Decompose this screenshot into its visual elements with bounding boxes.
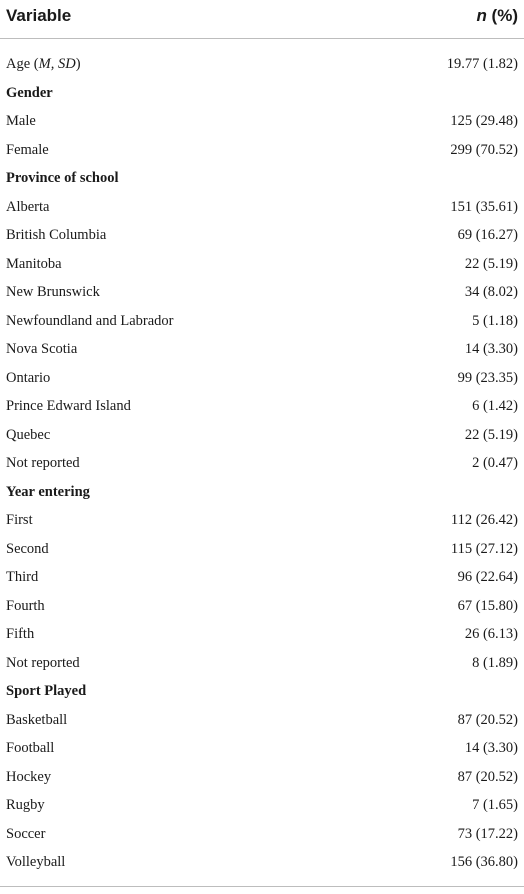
row-label: Football	[6, 740, 55, 756]
row-value: 14 (3.30)	[464, 740, 518, 756]
row-label: Hockey	[6, 768, 52, 785]
row-value: 99 (23.35)	[457, 369, 518, 386]
row-value: 2 (0.47)	[472, 455, 518, 471]
table-row	[0, 364, 524, 393]
row-value: 6 (1.42)	[472, 398, 518, 414]
row-value: 73 (17.22)	[457, 825, 518, 842]
table-row	[0, 335, 524, 364]
row-label: Third	[6, 569, 39, 585]
row-value: 8 (1.89)	[472, 654, 518, 671]
row-value: 112 (26.42)	[450, 512, 518, 528]
row-label: Alberta	[6, 198, 50, 215]
row-label: New Brunswick	[6, 284, 100, 300]
row-label: Soccer	[6, 825, 46, 842]
row-label: Ontario	[6, 369, 51, 386]
table-row	[0, 193, 524, 222]
header-n: n	[476, 6, 487, 25]
table-row	[0, 763, 524, 792]
section-heading-row	[0, 677, 524, 706]
row-label: Newfoundland and Labrador	[6, 312, 174, 329]
row-value: 19.77 (1.82)	[446, 56, 518, 72]
table-row	[0, 307, 524, 336]
row-label: Female	[6, 141, 49, 158]
row-label: Fifth	[6, 626, 35, 642]
row-value: 115 (27.12)	[450, 540, 518, 557]
table-row	[0, 107, 524, 136]
row-value: 67 (15.80)	[457, 597, 518, 614]
row-value: 299 (70.52)	[450, 141, 518, 158]
section-heading: Gender	[6, 84, 53, 101]
row-value: 96 (22.64)	[457, 569, 518, 585]
table-row	[0, 136, 524, 165]
table-row	[0, 734, 524, 763]
age-label-stats: M, SD	[38, 56, 76, 72]
row-label	[6, 50, 81, 79]
row-value: 22 (5.19)	[464, 255, 518, 272]
row-label: Volleyball	[6, 854, 66, 870]
row-label: Not reported	[6, 654, 80, 671]
table-bottom-rule	[0, 886, 524, 887]
table-row	[0, 563, 524, 592]
row-value: 26 (6.13)	[464, 626, 518, 642]
section-heading: Province of school	[6, 170, 119, 186]
row-label: Prince Edward Island	[6, 398, 131, 414]
table-row	[0, 820, 524, 849]
row-label: Manitoba	[6, 255, 62, 272]
section-heading-row	[0, 79, 524, 108]
table-row	[0, 535, 524, 564]
table-row	[0, 278, 524, 307]
table-header	[0, 0, 524, 39]
row-label: Rugby	[6, 797, 45, 813]
section-heading-row	[0, 478, 524, 507]
header-percent: (%)	[486, 6, 518, 25]
section-heading: Sport Played	[6, 683, 87, 699]
row-label: Nova Scotia	[6, 341, 78, 357]
header-n-percent	[476, 6, 518, 26]
row-value: 7 (1.65)	[472, 797, 518, 813]
age-label-prefix: Age (	[6, 56, 39, 72]
row-label: Fourth	[6, 597, 45, 614]
section-heading: Year entering	[6, 483, 90, 500]
table-row	[0, 506, 524, 535]
row-value: 87 (20.52)	[457, 768, 518, 785]
table-row	[0, 791, 524, 820]
section-heading-row	[0, 164, 524, 193]
table-row	[0, 620, 524, 649]
row-label: British Columbia	[6, 227, 107, 243]
row-value: 69 (16.27)	[457, 227, 518, 243]
row-value: 151 (35.61)	[450, 198, 518, 215]
row-value: 5 (1.18)	[472, 312, 518, 329]
table-row	[0, 421, 524, 450]
row-value: 22 (5.19)	[464, 426, 518, 443]
row-label: Basketball	[6, 711, 68, 728]
row-value: 87 (20.52)	[457, 711, 518, 728]
table-row-age	[0, 50, 524, 79]
row-value: 34 (8.02)	[464, 284, 518, 300]
table-row	[0, 592, 524, 621]
table-body	[0, 50, 524, 877]
table-row	[0, 649, 524, 678]
table-row	[0, 250, 524, 279]
row-value: 125 (29.48)	[450, 113, 518, 129]
table-row	[0, 221, 524, 250]
row-label: Male	[6, 113, 36, 129]
table-row	[0, 449, 524, 478]
row-value: 156 (36.80)	[450, 854, 518, 870]
table-row	[0, 706, 524, 735]
row-label: Quebec	[6, 426, 51, 443]
header-variable: Variable	[6, 6, 72, 25]
row-label: First	[6, 512, 33, 528]
row-value: 14 (3.30)	[464, 341, 518, 357]
age-label-suffix: )	[75, 56, 81, 72]
table-row	[0, 392, 524, 421]
table-row	[0, 848, 524, 877]
row-label: Second	[6, 540, 49, 557]
row-label: Not reported	[6, 455, 80, 471]
